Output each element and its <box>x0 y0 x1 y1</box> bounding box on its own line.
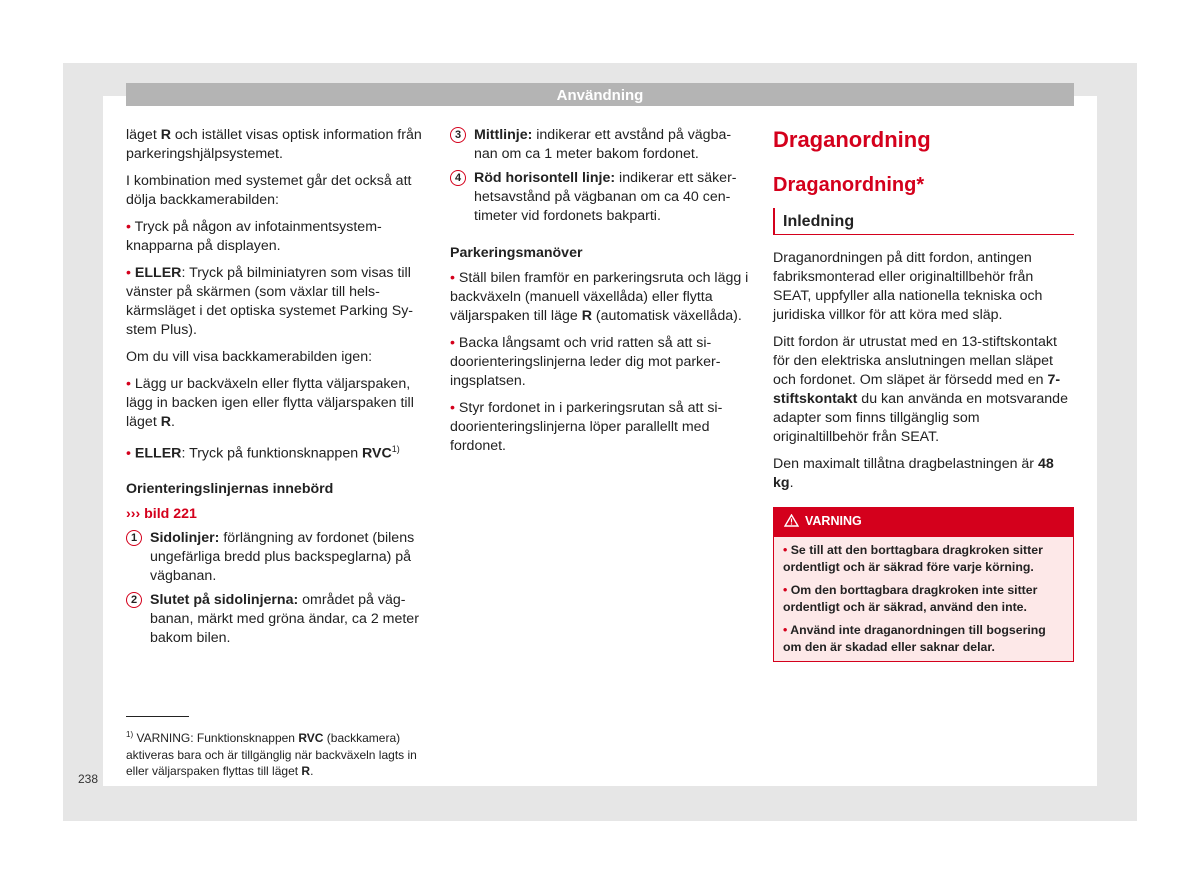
text: . <box>170 414 175 430</box>
warning-body <box>774 537 1073 661</box>
paragraph <box>126 126 426 164</box>
warning-header <box>774 508 1073 537</box>
item-title: Röd horisontell linje: <box>474 170 616 186</box>
bullet-icon: • <box>783 583 788 597</box>
paragraph: Om du vill visa backkamerabilden igen: <box>126 349 373 365</box>
bullet-item <box>126 264 426 340</box>
bullet-icon: • <box>126 376 131 392</box>
bold-text: 7-stiftskontakt <box>773 372 1061 407</box>
section-title: Draganordning* <box>773 174 925 196</box>
bold-text: 48 kg <box>773 456 1054 491</box>
bullet-icon: • <box>126 219 131 235</box>
warning-box <box>773 507 1074 662</box>
text: VARNING: Funktionsknappen <box>133 731 299 745</box>
bullet-item <box>450 269 750 326</box>
footnote-marker[interactable]: 1) <box>391 444 400 454</box>
text: (backkamera) aktiveras bara och är tillgänglig när backväxeln lagts in eller väljarspaken flyttas till läget <box>126 731 417 778</box>
subheading: Parkeringsmanöver <box>450 245 583 261</box>
bullet-text: Styr fordonet in i parkeringsrutan så att sidoorienteringslinjerna löper parallellt med fordonet. <box>450 400 723 454</box>
numbered-item <box>126 591 426 648</box>
bullet-text: : Tryck på bilminiatyren som visas till vänster på skärmen (som växlar till helskärmsläget i det optiska systemet Parking System Plus). <box>126 265 414 338</box>
bold-text: RVC <box>298 731 324 745</box>
bold-text: ELLER <box>134 445 182 462</box>
column-2 <box>450 126 750 464</box>
bullet-text: : Tryck på funktionsknappen <box>181 445 363 462</box>
bold-text: RVC <box>362 445 392 462</box>
text: (automatisk växellåda). <box>591 308 742 324</box>
warning-text: Om den borttagbara dragkroken inte sitter ordentligt och är säkrad, använd den inte. <box>783 583 1038 614</box>
bullet-item <box>126 375 426 432</box>
bullet-icon: • <box>783 623 788 637</box>
paragraph <box>773 333 1074 447</box>
item-title: Mittlinje: <box>474 127 533 143</box>
footnote-divider <box>126 716 189 717</box>
warning-text: Använd inte draganordningen till bogsering om den är skadad eller saknar delar. <box>783 623 1046 654</box>
text: . <box>310 764 314 778</box>
item-text: området på vägbanan, märkt med gröna ändar, ca 2 meter bakom bilen. <box>150 591 419 646</box>
bold-text: R <box>581 308 592 324</box>
bullet-icon: • <box>126 445 131 462</box>
text: Den maximalt tillåtna dragbelastningen är <box>773 456 1038 472</box>
item-text: indikerar ett säkerhetsavstånd på vägbanan om ca 40 centimeter vid fordonets bakparti. <box>474 170 737 224</box>
bold-text: R <box>301 764 311 778</box>
column-1 <box>126 126 426 653</box>
item-text: förlängning av fordonet (bilens ungefärliga bredd plus backspeglarna) på vägbanan. <box>150 529 415 584</box>
warning-item <box>783 622 1064 656</box>
bold-text: R <box>160 414 171 430</box>
paragraph <box>773 455 1074 493</box>
item-title: Sidolinjer: <box>150 529 220 546</box>
warning-triangle-icon <box>784 514 799 532</box>
bullet-item <box>126 440 426 464</box>
number-circle-icon: 2 <box>126 592 142 608</box>
paragraph: I kombination med systemet går det också att dölja backkamerabilden: <box>126 173 412 208</box>
bold-text: ELLER <box>134 265 182 281</box>
number-circle-icon: 1 <box>126 530 142 546</box>
warning-text: Se till att den borttagbara dragkroken sitter ordentligt och är säkrad före varje körning. <box>783 543 1043 574</box>
number-circle-icon: 4 <box>450 170 466 186</box>
page-number: 238 <box>78 772 99 786</box>
warning-item <box>783 582 1064 616</box>
bullet-text: Lägg ur backväxeln eller flytta väljarspaken, lägg in backen igen eller flytta väljarspaken till läget <box>126 376 414 430</box>
numbered-item <box>126 529 426 586</box>
bullet-text: Backa långsamt och vrid ratten så att sidoorienteringslinjerna leder dig mot parkeringsplatsen. <box>450 335 721 389</box>
bullet-text: Ställ bilen framför en parkeringsruta och lägg i backväxeln (manuell växellåda) eller flytta väljarspaken till läge <box>450 270 749 324</box>
text: du kan använda en motsvarande adapter som finns tillgänglig som originaltillbehör från SEAT. <box>773 391 1068 445</box>
figure-reference-link[interactable]: ››› bild 221 <box>126 505 197 522</box>
item-title: Slutet på sidolinjerna: <box>150 591 299 608</box>
bullet-icon: • <box>126 265 131 281</box>
warning-item <box>783 542 1064 576</box>
bullet-item <box>450 399 750 456</box>
bullet-item <box>126 218 426 256</box>
text: . <box>789 475 794 491</box>
bullet-icon: • <box>450 335 455 351</box>
number-circle-icon: 3 <box>450 127 466 143</box>
bullet-text: Tryck på någon av infotainmentsystemknapparna på displayen. <box>126 219 382 254</box>
text: Ditt fordon är utrustat med en 13-stiftskontakt för den elektriska anslutningen mellan släpet och fordonet. Om släpet är försedd med en <box>773 334 1057 388</box>
paragraph: Draganordningen på ditt fordon, antingen fabriksmonterad eller originaltillbehör från SEAT, uppfyller alla nationella tekniska och juridiska villkor för att köra med släp. <box>773 250 1043 323</box>
subsection-title: Inledning <box>773 208 1074 235</box>
numbered-item <box>450 169 750 226</box>
column-3 <box>773 126 1074 662</box>
text: och istället visas optisk information från parkeringshjälpsystemet. <box>126 127 422 162</box>
section-header: Användning <box>126 83 1074 106</box>
chapter-title: Draganordning <box>773 127 931 152</box>
text: läget <box>126 127 161 143</box>
footnote <box>126 727 426 780</box>
numbered-item <box>450 126 750 164</box>
bullet-icon: • <box>450 400 455 416</box>
footnote-marker: 1) <box>126 730 134 739</box>
subheading: Orienteringslinjernas innebörd <box>126 480 334 497</box>
bullet-icon: • <box>450 270 455 286</box>
warning-title: VARNING <box>805 514 862 528</box>
bullet-icon: • <box>783 543 788 557</box>
bold-text: R <box>160 127 171 143</box>
item-text: indikerar ett avstånd på vägbanan om ca 1 meter bakom fordonet. <box>474 127 732 162</box>
bullet-item <box>450 334 750 391</box>
